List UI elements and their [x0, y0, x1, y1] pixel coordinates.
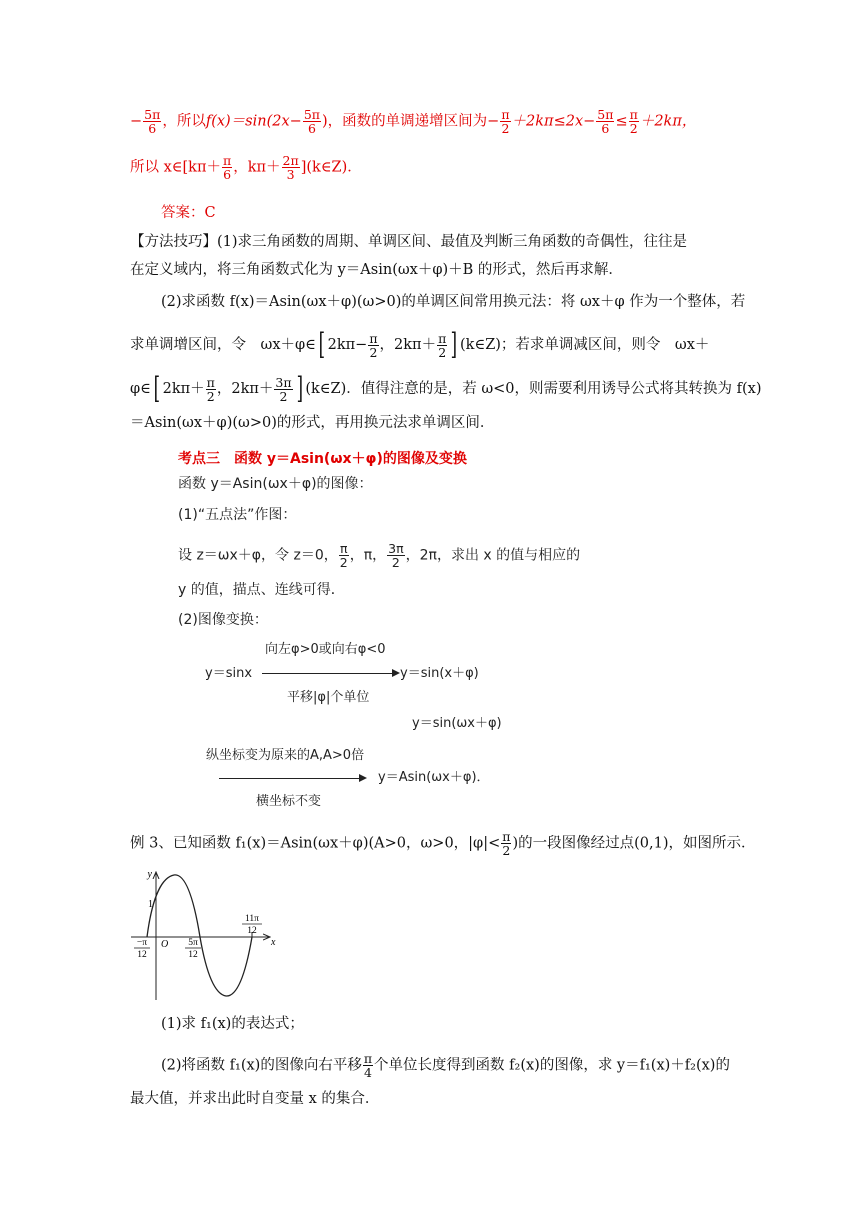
left-bracket: [ — [318, 327, 325, 362]
svg-text:12: 12 — [137, 950, 147, 960]
arrow1-bottom-label: 平移|φ|个单位 — [287, 690, 370, 705]
left-bracket: [ — [153, 371, 160, 406]
svg-text:12: 12 — [188, 950, 198, 960]
arrow1-top-label: 向左φ>0或向右φ<0 — [265, 642, 386, 657]
fraction: $\frac{2\pi}{3}$ — [282, 153, 299, 182]
one-label: 1 — [148, 899, 153, 910]
five-point-line: 设 z＝ωx＋φ，令 z＝0， $\frac{\pi}{2}$ ，π， $\frac{3\pi}{2}$ ，2π，求出 x 的值与相应的 — [178, 541, 581, 570]
fraction: $\frac{\pi}{2}$ — [438, 330, 447, 360]
fraction: $\frac{3\pi}{2}$ — [388, 541, 404, 570]
method-p1-l1: 【方法技巧】(1)求三角函数的周期、单调区间、最值及判断三角函数的奇偶性，往往是 — [130, 234, 688, 250]
transform-title: (2)图像变换： — [178, 612, 268, 628]
arrow1-left-expr: y＝sinx — [205, 666, 253, 681]
method-p2-l2: 求单调增区间，令 ωx＋φ∈[ 2kπ− $\frac{\pi}{2}$ ，2kπ＋ $\frac{\pi}{2}$ ] (k∈Z)；若求单调减区间，则令 ωx＋ — [130, 327, 710, 362]
arrow2-bottom-label: 横坐标不变 — [256, 794, 322, 809]
middle-expr: y＝sin(ωx＋φ) — [412, 716, 502, 731]
method-p2-l4: ＝Asin(ωx＋φ)(ω>0)的形式，再用换元法求单调区间． — [130, 415, 495, 431]
answer: 答案：C — [161, 205, 216, 221]
right-bracket: ] — [296, 371, 303, 406]
x-axis-label: x — [271, 937, 276, 948]
y-axis-label: y — [147, 869, 152, 880]
fraction: $\frac{5\pi}{6}$ — [144, 107, 161, 136]
fraction: $\frac{\pi}{2}$ — [501, 107, 510, 136]
example-3-text: 例 3、已知函数 f₁(x)＝Asin(ωx＋φ)(A>0，ω>0，|φ|< $\frac{\pi}{2}$ )的一段图像经过点(0,1)，如图所示． — [130, 829, 756, 858]
method-p1-l2: 在定义域内，将三角函数式化为 y＝Asin(ωx＋φ)＋B 的形式，然后再求解． — [130, 262, 623, 278]
fraction: $\frac{\pi}{2}$ — [369, 330, 378, 360]
fraction: $\frac{\pi}{2}$ — [339, 541, 348, 570]
svg-text:11π: 11π — [245, 914, 259, 924]
svg-text:5π: 5π — [188, 938, 198, 948]
section-intro: 函数 y＝Asin(ωx＋φ)的图像： — [178, 476, 373, 492]
svg-text:−π: −π — [136, 938, 148, 948]
arrow1-head — [392, 669, 400, 677]
arrow1-line — [262, 673, 394, 674]
arrow2-right-expr: y＝Asin(ωx＋φ)． — [378, 770, 490, 785]
fraction: $\frac{5\pi}{6}$ — [303, 107, 320, 136]
origin-label: O — [161, 939, 169, 950]
method-p2-l1: (2)求函数 f(x)＝Asin(ωx＋φ)(ω>0)的单调区间常用换元法：将 ωx＋φ 作为一个整体，若 — [161, 294, 746, 310]
fraction: $\frac{\pi}{2}$ — [629, 107, 638, 136]
five-point-title: (1)“五点法”作图： — [178, 507, 297, 523]
arrow2-head — [359, 774, 367, 782]
question-2-line-2: 最大值，并求出此时自变量 x 的集合． — [130, 1091, 380, 1107]
y-value-line: y 的值，描点、连线可得． — [178, 582, 345, 598]
method-p2-l3: φ∈[ 2kπ＋ $\frac{\pi}{2}$ ，2kπ＋ $\frac{3\pi}{2}$ ] (k∈Z)．值得注意的是，若 ω<0，则需要利用诱导公式将其转换为 f(x) — [130, 371, 762, 406]
sine-graph — [125, 866, 285, 1006]
fraction: $\frac{\pi}{2}$ — [502, 829, 511, 858]
label-neg-pi-12 — [134, 938, 150, 960]
section-heading: 考点三 函数 y＝Asin(ωx＋φ)的图像及变换 — [178, 451, 467, 467]
label-11pi-12 — [242, 914, 262, 936]
question-2: (2)将函数 f₁(x)的图像向右平移 $\frac{\pi}{4}$ 个单位长度得到函数 f₂(x)的图像，求 y＝f₁(x)＋f₂(x)的 — [161, 1051, 730, 1080]
arrow2-top-label: 纵坐标变为原来的A,A>0倍 — [206, 748, 365, 763]
fraction: $\frac{5\pi}{6}$ — [597, 107, 614, 136]
fraction: $\frac{3\pi}{2}$ — [275, 374, 292, 404]
label-5pi-12 — [185, 938, 201, 960]
fraction: $\frac{\pi}{2}$ — [206, 374, 215, 404]
solution-line-2: 所以 x∈[kπ＋ $\frac{\pi}{6}$ ，kπ＋ $\frac{2\pi}{3}$ ](k∈Z)． — [130, 153, 362, 182]
question-1: (1)求 f₁(x)的表达式； — [161, 1016, 304, 1032]
fraction: $\frac{\pi}{4}$ — [363, 1051, 373, 1080]
fraction: $\frac{\pi}{6}$ — [223, 153, 232, 182]
arrow1-right-expr: y＝sin(x＋φ) — [400, 666, 479, 681]
svg-text:12: 12 — [247, 926, 257, 936]
solution-line-1: − $\frac{5\pi}{6}$ ，所以f(x)＝sin(2x− $\frac{5\pi}{6}$ )，函数的单调递增区间为− $\frac{\pi}{2}$ ＋2kπ≤2x− $\frac{5\pi}{6}$ ≤ $\frac{\pi}{2}$ ＋2kπ， — [130, 107, 697, 136]
right-bracket: ] — [450, 327, 458, 362]
sine-curve — [147, 875, 252, 996]
arrow2-line — [219, 778, 361, 779]
